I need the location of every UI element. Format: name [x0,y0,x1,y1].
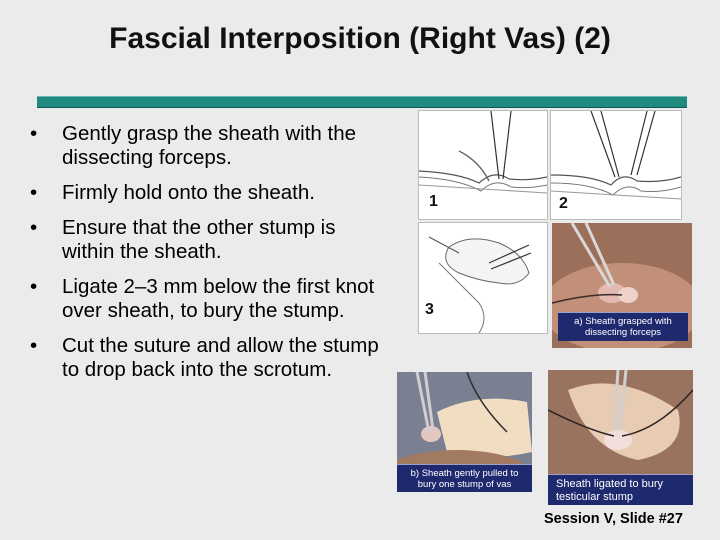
bullet-item: • Firmly hold onto the sheath. [30,181,390,205]
title-divider-bar [37,96,687,108]
bullet-item: • Cut the suture and allow the stump to drop back into the scrotum. [30,334,390,382]
forceps-drawing-2 [551,111,681,219]
figure-label-1: 1 [429,193,438,210]
photo-a [552,223,692,348]
photo-b [397,372,532,492]
bullet-item: • Ensure that the other stump is within the sheath. [30,216,390,264]
forceps-drawing-1 [419,111,547,219]
illustration-2 [550,110,682,220]
forceps-drawing-3 [419,223,547,333]
figure-label-2: 2 [559,195,568,212]
bullet-item: • Ligate 2–3 mm below the first knot over sheath, to bury the stump. [30,275,390,323]
illustration-1 [418,110,548,220]
caption-b: b) Sheath gently pulled to bury one stump of vas [397,464,532,492]
slide-title: Fascial Interposition (Right Vas) (2) [109,22,611,55]
slide-footer: Session V, Slide #27 [544,511,683,527]
illustration-3 [418,222,548,334]
bullet-item: • Gently grasp the sheath with the dissecting forceps. [30,122,390,170]
figure-label-3: 3 [425,301,434,318]
caption-c: Sheath ligated to bury testicular stump [548,474,693,505]
bullet-list [30,122,390,393]
caption-a: a) Sheath grasped with dissecting forceps [558,312,688,341]
photo-c [548,370,693,505]
